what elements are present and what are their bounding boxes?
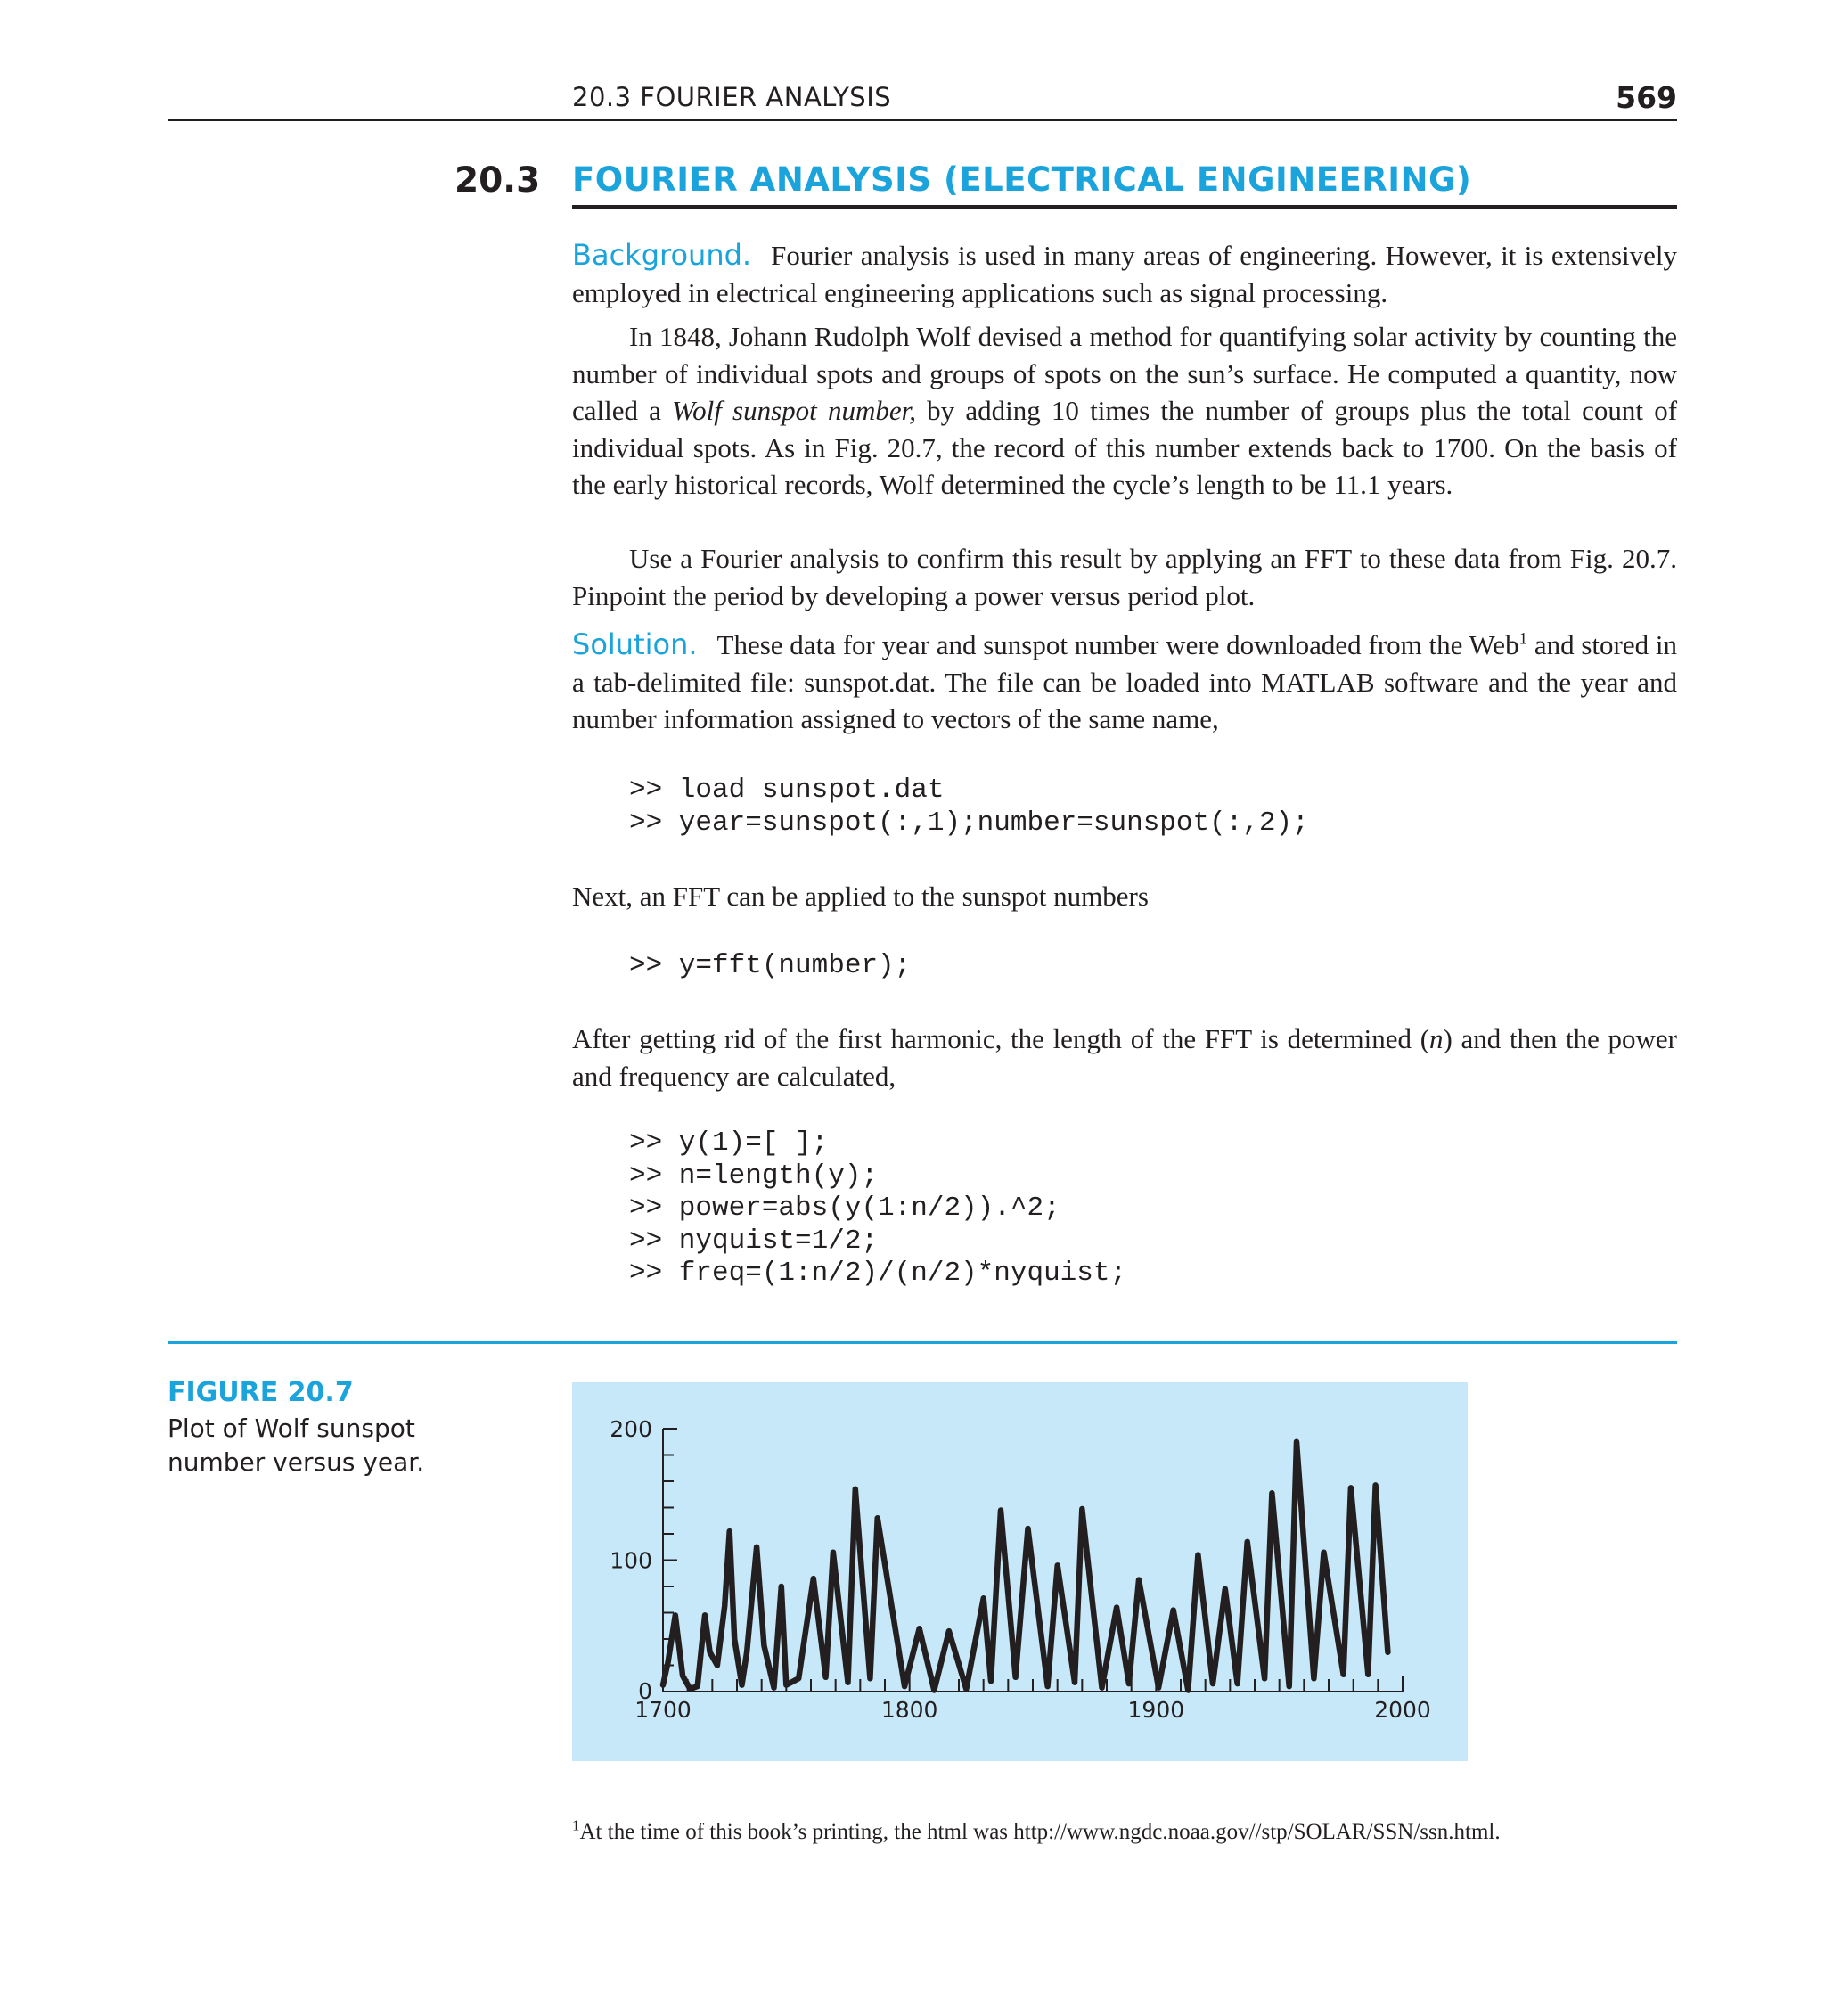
footnote-marker: 1 <box>1518 629 1528 649</box>
solution-p3-text-a: After getting rid of the first harmonic, the length of the FFT is determined ( <box>572 1023 1430 1054</box>
code-block-fft: >> y=fft(number); <box>629 950 912 981</box>
x-tick-label: 1700 <box>634 1697 692 1723</box>
x-tick-label: 2000 <box>1374 1697 1431 1723</box>
background-p2-text-a: In 1848, Johann Rudolph Wolf devised a method for quantifying solar activity by counting the number of individual spots and groups of spots on the sun’s surface. He computed a quantity, now called a <box>572 321 1677 426</box>
solution-p1-text-a: These data for year and sunspot number were downloaded from the Web <box>716 629 1519 660</box>
background-paragraph-1 <box>572 237 1677 311</box>
background-label: Background. <box>572 238 752 272</box>
solution-paragraph-2: Next, an FFT can be applied to the sunspot numbers <box>572 881 1149 912</box>
background-paragraph-3: Use a Fourier analysis to confirm this result by applying an FFT to these data from Fig. 20.7. Pinpoint the period by developing a power versus period plot. <box>572 543 1677 611</box>
background-p1-text: Fourier analysis is used in many areas of engineering. However, it is extensively employed in electrical engineering applications such as signal processing. <box>572 240 1677 308</box>
footnote <box>572 1818 1677 1847</box>
footnote-text: At the time of this book’s printing, the html was http://www.ngdc.noaa.gov//stp/SOLAR/SSN/ssn.html. <box>579 1820 1501 1844</box>
footnote-number: 1 <box>572 1816 580 1834</box>
code-block-load: >> load sunspot.dat >> year=sunspot(:,1);number=sunspot(:,2); <box>629 774 1309 839</box>
sunspot-chart-svg <box>572 1382 1468 1761</box>
sunspot-chart <box>572 1382 1468 1761</box>
chart-series <box>663 1442 1387 1691</box>
code-block-power: >> y(1)=[ ]; >> n=length(y); >> power=abs(y(1:n/2)).^2; >> nyquist=1/2; >> freq=(1:n/2)/(n/2)*nyquist; <box>629 1127 1127 1289</box>
sunspot-series-line <box>663 1442 1387 1691</box>
variable-n: n <box>1429 1023 1444 1054</box>
figure-caption: Plot of Wolf sunspot number versus year. <box>168 1414 425 1477</box>
figure-rule <box>168 1341 1677 1344</box>
solution-p3-text-b: ) and then the power and frequency are calculated, <box>572 1023 1677 1092</box>
section-title: FOURIER ANALYSIS (ELECTRICAL ENGINEERING) <box>572 160 1472 199</box>
running-head-title: 20.3 FOURIER ANALYSIS <box>572 82 892 112</box>
y-tick-label: 100 <box>610 1547 652 1574</box>
wolf-sunspot-term: Wolf sunspot number, <box>672 395 916 426</box>
background-paragraph-2 <box>572 318 1677 504</box>
solution-label: Solution. <box>572 627 698 661</box>
solution-paragraph-3 <box>572 1020 1677 1094</box>
y-tick-label: 200 <box>610 1416 652 1442</box>
section-heading <box>454 160 1677 209</box>
solution-paragraph-1 <box>572 627 1677 738</box>
y-tick-label: 0 <box>638 1678 652 1704</box>
running-head <box>168 78 1677 121</box>
background-p2-text-b: by adding 10 times the number of groups plus the total count of individual spots. As in Fig. 20.7, the record of this number extends back to 1700. On the basis of the early historical records, Wolf determined the cycle’s length to be 11.1 years. <box>572 395 1678 500</box>
solution-p1-text-b: and stored in a tab-delimited file: sunspot.dat. The file can be loaded into MATLAB software and the year and number information assigned to vectors of the same name, <box>572 629 1677 734</box>
x-tick-label: 1900 <box>1127 1697 1185 1723</box>
section-number: 20.3 <box>454 160 541 201</box>
figure-label: FIGURE 20.7 <box>168 1377 354 1408</box>
page-number: 569 <box>1616 80 1677 115</box>
x-tick-label: 1800 <box>880 1697 938 1723</box>
